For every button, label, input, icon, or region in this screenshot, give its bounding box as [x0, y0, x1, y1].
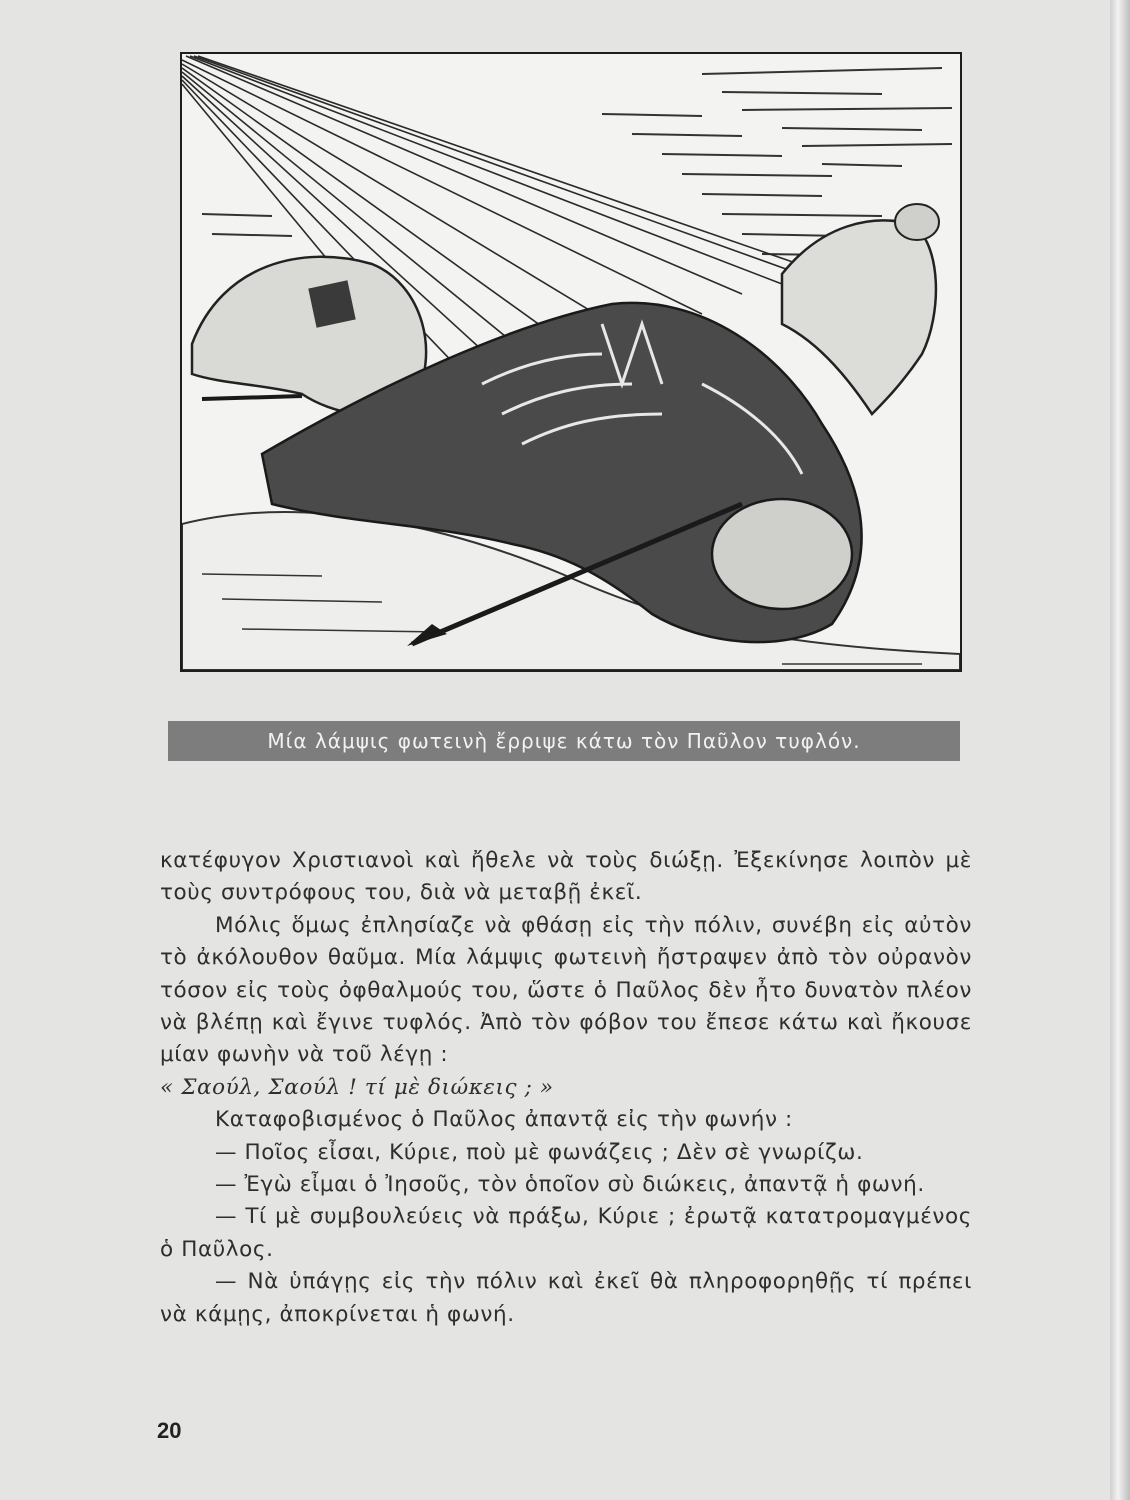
- paul-head: [712, 499, 852, 609]
- dialogue-1: — Ποῖος εἶσαι, Κύριε, ποὺ μὲ φωνάζεις ; Δὲν σὲ γνωρίζω.: [215, 1139, 864, 1165]
- illustration-drawing: [182, 54, 960, 670]
- body-text: [160, 845, 972, 1331]
- paragraph-1: κατέφυγον Χριστιανοὶ καὶ ἤθελε νὰ τοὺς διώξῃ. Ἐξεκίνησε λοιπὸν μὲ τοὺς συντρόφους του, διὰ νὰ μεταβῇ ἐκεῖ.: [160, 848, 972, 906]
- page-edge: [1110, 0, 1130, 1500]
- dialogue-4: — Νὰ ὑπάγῃς εἰς τὴν πόλιν καὶ ἐκεῖ θὰ πληροφορηθῇς τί πρέπει νὰ κάμῃς, ἀποκρίνεται ἡ φωνή.: [160, 1269, 972, 1327]
- page-number: 20: [157, 1418, 182, 1443]
- paragraph-2: Μόλις ὅμως ἐπλησίαζε νὰ φθάσῃ εἰς τὴν πόλιν, συνέβη εἰς αὐτὸν τὸ ἀκόλουθον θαῦμα. Μία λάμψις φωτεινὴ ἤστραψεν ἀπὸ τὸν οὐρανὸν τόσον εἰς τοὺς ὀφθαλμούς του, ὥστε ὁ Παῦλος δὲν ἦτο δυνατὸν πλέον νὰ βλέπῃ καὶ ἔγινε τυφλός. Ἀπὸ τὸν φόβον του ἔπεσε κάτω καὶ ἤκουσε μίαν φωνὴν νὰ τοῦ λέγῃ :: [160, 912, 972, 1068]
- fleeing-soldier-head: [895, 204, 939, 240]
- paragraph-3: Καταφοβισμένος ὁ Παῦλος ἀπαντᾷ εἰς τὴν φωνήν :: [215, 1107, 793, 1133]
- sword: [202, 396, 302, 399]
- fleeing-soldier: [782, 221, 936, 414]
- dialogue-3: — Τί μὲ συμβουλεύεις νὰ πράξω, Κύριε ; ἐρωτᾷ κατατρομαγμένος ὁ Παῦλος.: [160, 1204, 972, 1262]
- illustration-paul-struck-blind: [180, 52, 962, 672]
- dialogue-2: — Ἐγὼ εἶμαι ὁ Ἰησοῦς, τὸν ὁποῖον σὺ διώκεις, ἀπαντᾷ ἡ φωνή.: [215, 1172, 925, 1198]
- kneeling-soldier-helmet: [308, 280, 355, 327]
- quote-saul: « Σαούλ, Σαούλ ! τί μὲ διώκεις ; »: [160, 1074, 554, 1100]
- illustration-caption: Μία λάμψις φωτεινὴ ἔρριψε κάτω τὸν Παῦλον τυφλόν.: [168, 721, 960, 761]
